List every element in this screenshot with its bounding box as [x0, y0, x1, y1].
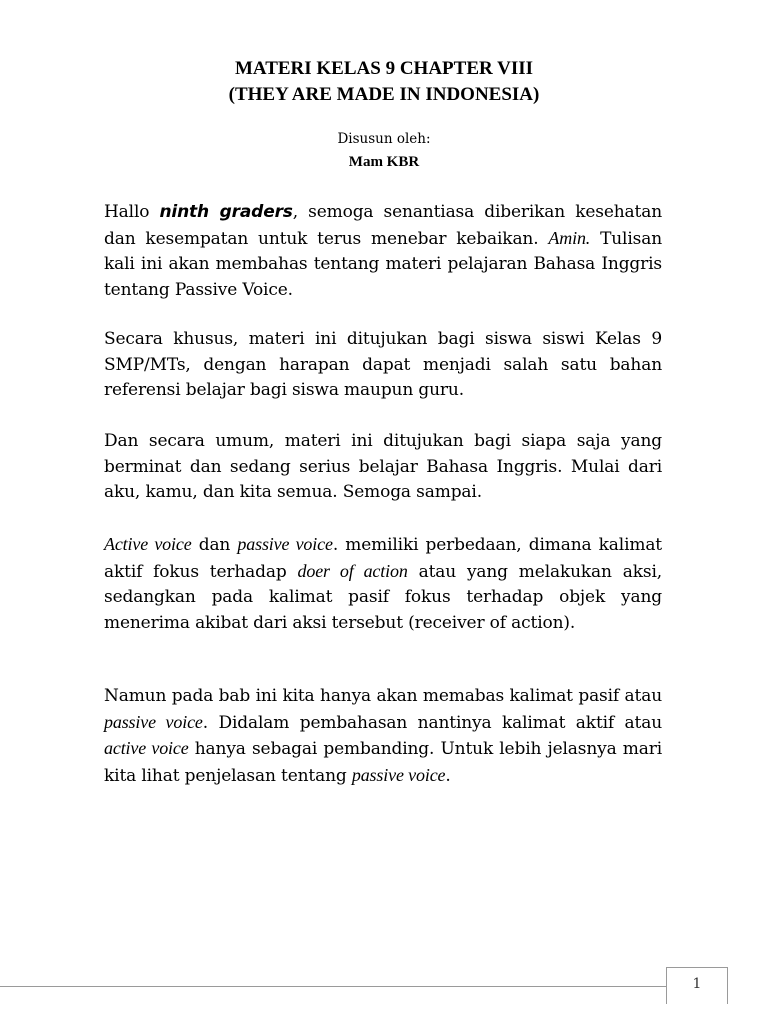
p4-text-f: atau yang melakukan aksi, sedangkan pada kalimat pasif fokus terhadap objek yang menerima akibat dari aksi tersebut (receiver of action). — [104, 561, 662, 633]
p1-emphasis-ninth-graders: ninth graders — [159, 202, 293, 222]
p1-text-e: Tulisan kali ini akan membahas tentang materi pelajaran Bahasa Inggris tentang Passive Voice. — [104, 228, 662, 300]
author-name: Mam KBR — [348, 154, 420, 170]
paragraph-specific-audience: Secara khusus, materi ini ditujukan bagi siswa siswi Kelas 9 SMP/MTs, dengan harapan dapat menjadi salah satu bahan referensi belajar bagi siswa maupun guru. — [104, 329, 662, 400]
p5-emphasis-passive-voice: passive voice — [104, 711, 203, 732]
p4-emphasis-active-voice: Active voice — [104, 534, 192, 554]
p4-emphasis-passive-voice: passive voice — [237, 534, 333, 554]
p4-text-d: . memiliki perbedaan, dimana kalimat aktif fokus terhadap — [104, 535, 662, 582]
p4-emphasis-doer-of-action: doer of action — [297, 560, 408, 581]
p1-text-a: Hallo — [104, 202, 160, 222]
paragraph-active-passive — [104, 532, 662, 636]
document-title-line1: MATERI KELAS 9 CHAPTER VIII — [234, 58, 534, 79]
p5-text-g: . — [445, 765, 451, 786]
document-title-line2: (THEY ARE MADE IN INDONESIA) — [228, 84, 540, 105]
p5-text-e: hanya sebagai pembanding. Untuk lebih jelasnya mari kita lihat penjelasan tentang — [104, 739, 662, 786]
p1-emphasis-amin: Amin. — [548, 227, 591, 248]
p5-text-c: . Didalam pembahasan nantinya kalimat aktif atau — [202, 712, 662, 733]
p1-text-c: , semoga senantiasa diberikan kesehatan dan kesempatan untuk terus menebar kebaikan. — [104, 202, 663, 249]
p5-text-a: Namun pada bab ini kita hanya akan memabas kalimat pasif atau — [104, 686, 662, 706]
page-number: 1 — [692, 976, 702, 992]
footer-rule — [0, 986, 666, 987]
paragraph-general-audience: Dan secara umum, materi ini ditujukan bagi siapa saja yang berminat dan sedang serius belajar Bahasa Inggris. Mulai dari aku, kamu, dan kita semua. Semoga sampai. — [104, 431, 662, 502]
p5-emphasis-active-voice: active voice — [104, 738, 189, 758]
p4-text-b: dan — [191, 535, 238, 555]
byline-label: Disusun oleh: — [337, 131, 431, 147]
paragraph-greeting — [104, 200, 662, 303]
paragraph-chapter-focus — [104, 684, 662, 789]
p5-emphasis-passive-voice-2: passive voice — [351, 764, 446, 785]
